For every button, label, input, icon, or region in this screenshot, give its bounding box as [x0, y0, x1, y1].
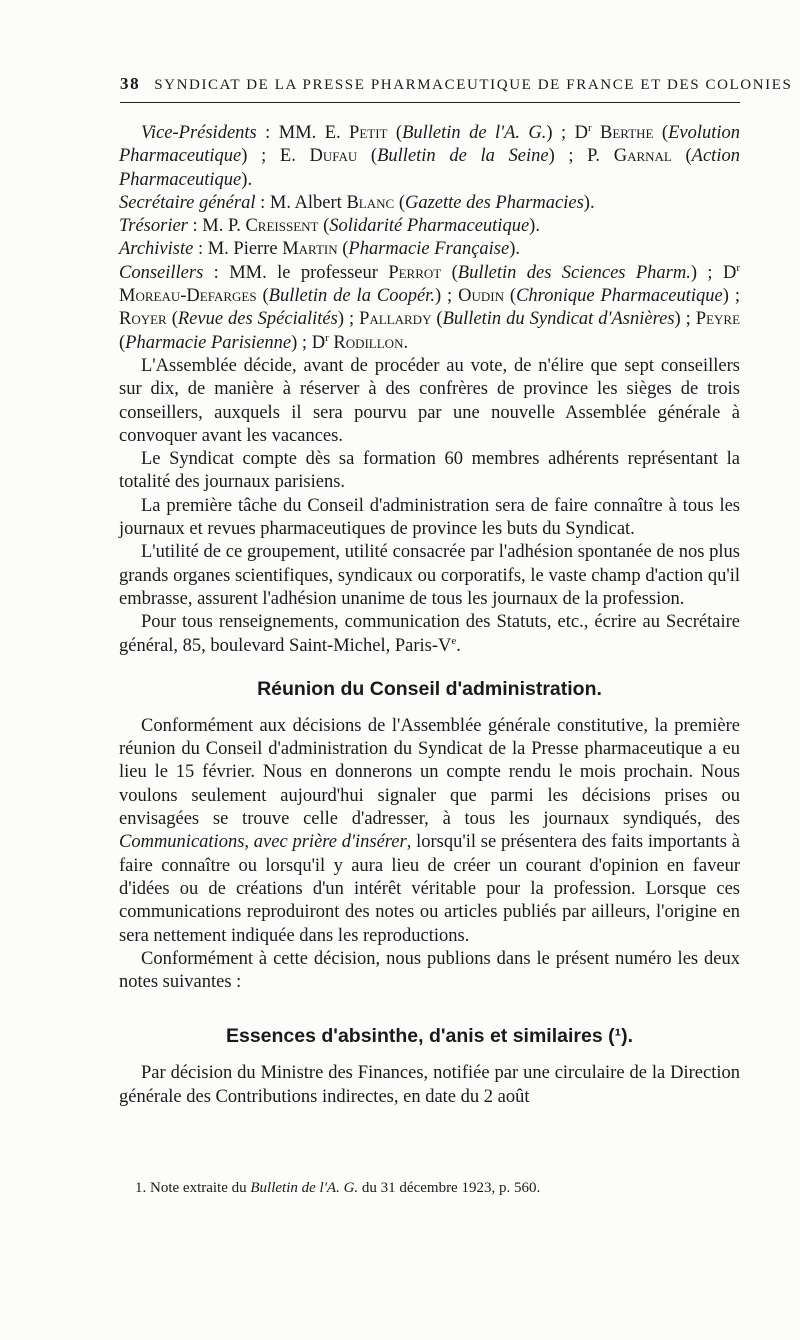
paragraph-reunion: Conformément aux décisions de l'Assemblée générale constitutive, la première réunion du Conseil d'administration du Syndicat de la Presse pharmaceutique a eu lieu le 15 février. Nous en donnerons un compte rendu le mois prochain. Nous voulons seulement aujourd'hui signaler que parmi les décisions prises ou envisagées se trouve celle d'adresser, à tous les journaux syndiqués, des Communications, avec prière d'insérer, lorsqu'il se présentera des faits importants à faire connaître ou lorsqu'il y aura lieu de créer un courant d'opinion en faveur d'idées ou de créations d'un intérêt véritable pour la profession. Lorsque ces communications reproduiront des notes ou articles publiés par ailleurs, l'origine en sera nettement indiquée dans les reproductions.	[119, 715, 740, 946]
name-moreau: Moreau-Defarges	[119, 286, 257, 307]
footnote-ref: (¹).	[608, 1025, 634, 1048]
pub-pallardy: Bulletin du Syndicat d'Asnières	[442, 309, 675, 330]
paragraph-renseignements: Pour tous renseignements, communication des Statuts, etc., écrire au Secrétaire général, 85, boulevard Saint-Michel, Paris-Ve.	[119, 612, 740, 656]
page-body	[119, 122, 740, 1109]
name-rodillon: Rodillon	[333, 332, 404, 353]
footnote: 1. Note extraite du Bulletin de l'A. G. du 31 décembre 1923, p. 560.	[135, 1180, 541, 1196]
name-oudin: Oudin	[458, 286, 504, 307]
section-title-reunion: Réunion du Conseil d'administration.	[257, 677, 602, 700]
pub-peyre: Pharmacie Parisienne	[125, 332, 292, 353]
name-royer: Royer	[119, 309, 167, 330]
name-dufau: Dufau	[309, 146, 358, 167]
name-perrot: Perrot	[388, 262, 442, 283]
name-blanc: Blanc	[346, 192, 395, 213]
pub-garnal: Action Pharmaceutique	[119, 146, 740, 190]
officers-list: Vice-Présidents : MM. E. Petit (Bulletin de l'A. G.) ; $D^r$ Berthe (Evolution Pharmaceutique) ; E. Dufau (Bulletin de la Seine) ; P. Garnal (Action Pharmaceutique). Secrétaire général : M. Albert Blanc (Gazette des Pharmacies). Trésorier : M. P. Creissent (Solidarité Pharmaceutique). Archiviste : M. Pierre Martin (Pharmacie Française). Conseillers : MM. le professeur Perrot (Bulletin des Sciences Pharm.) ; $D^r$ Moreau-Defarges (Bulletin de la Coopér.) ; Oudin (Chronique Pharmaceutique) ; Royer (Revue des Spécialités) ; Pallardy (Bulletin du Syndicat d'Asnières) ; Peyre (Pharmacie Parisienne) ; $D^r$ Rodillon.	[119, 121, 741, 353]
name-martin: Martin	[282, 239, 338, 260]
pub-oudin: Chronique Pharmaceutique	[516, 286, 723, 307]
paragraph-premiere-tache: La première tâche du Conseil d'administration sera de faire connaître à tous les journaux et revues pharmaceutiques de province les buts du Syndicat.	[119, 495, 740, 540]
label-tresorier: Trésorier	[119, 216, 188, 237]
name-petit: Petit	[349, 123, 388, 143]
label-archiviste: Archiviste	[119, 239, 194, 260]
pub-royer: Revue des Spécialités	[177, 309, 338, 330]
footnote-number: 1.	[135, 1180, 147, 1196]
name-garnal: Garnal	[613, 146, 672, 167]
paragraph-decision: Conformément à cette décision, nous publions dans le présent numéro les deux notes suivantes :	[119, 948, 740, 993]
name-berthe: Berthe	[600, 123, 654, 143]
section-title-essences: Essences d'absinthe, d'anis et similaires (¹).	[225, 1025, 634, 1048]
pub-martin: Pharmacie Française	[348, 239, 510, 260]
header-rule	[120, 102, 740, 103]
paragraph-membres: Le Syndicat compte dès sa formation 60 membres adhérents représentant la totalité des journaux parisiens.	[119, 449, 740, 493]
paragraph-assemblee: L'Assemblée décide, avant de procéder au vote, de n'élire que sept conseillers sur dix, de manière à réserver à des confrères de province les sièges de trois conseillers, auxquels il sera pourvu par une nouvelle Assemblée générale à convoquer avant les vacances.	[119, 355, 740, 446]
page-number: 38	[120, 74, 141, 93]
name-pallardy: Pallardy	[359, 309, 432, 330]
pub-berthe: Evolution Pharmaceutique	[119, 123, 741, 167]
label-conseillers: Conseillers	[119, 262, 204, 283]
label-secretaire: Secrétaire général	[119, 192, 256, 213]
label-vice-presidents: Vice-Présidents	[141, 123, 257, 143]
pub-moreau: Bulletin de la Coopér.	[268, 286, 435, 307]
italic-communications: Communications, avec prière d'insérer	[119, 832, 407, 853]
running-header	[120, 74, 793, 94]
paragraph-utilite: L'utilité de ce groupement, utilité consacrée par l'adhésion spontanée de nos plus grands organes scientifiques, syndicaux ou corporatifs, le vaste champ d'action qu'il embrasse, assurent l'adhésion unanime de tous les journaux de la profession.	[119, 542, 740, 609]
footnote-source: Bulletin de l'A. G.	[250, 1180, 359, 1196]
pub-creissent: Solidarité Pharmaceutique	[329, 216, 530, 237]
name-peyre: Peyre	[695, 309, 741, 330]
running-title: SYNDICAT DE LA PRESSE PHARMACEUTIQUE DE FRANCE ET DES COLONIES	[154, 77, 793, 93]
pub-blanc: Gazette des Pharmacies	[404, 192, 584, 213]
paragraph-essences: Par décision du Ministre des Finances, notifiée par une circulaire de la Direction générale des Contributions indirectes, en date du 2 août	[119, 1063, 740, 1107]
name-creissent: Creissent	[245, 216, 319, 237]
pub-petit: Bulletin de l'A. G.	[402, 123, 547, 143]
pub-perrot: Bulletin des Sciences Pharm.	[457, 262, 691, 283]
pub-dufau: Bulletin de la Seine	[377, 146, 549, 167]
